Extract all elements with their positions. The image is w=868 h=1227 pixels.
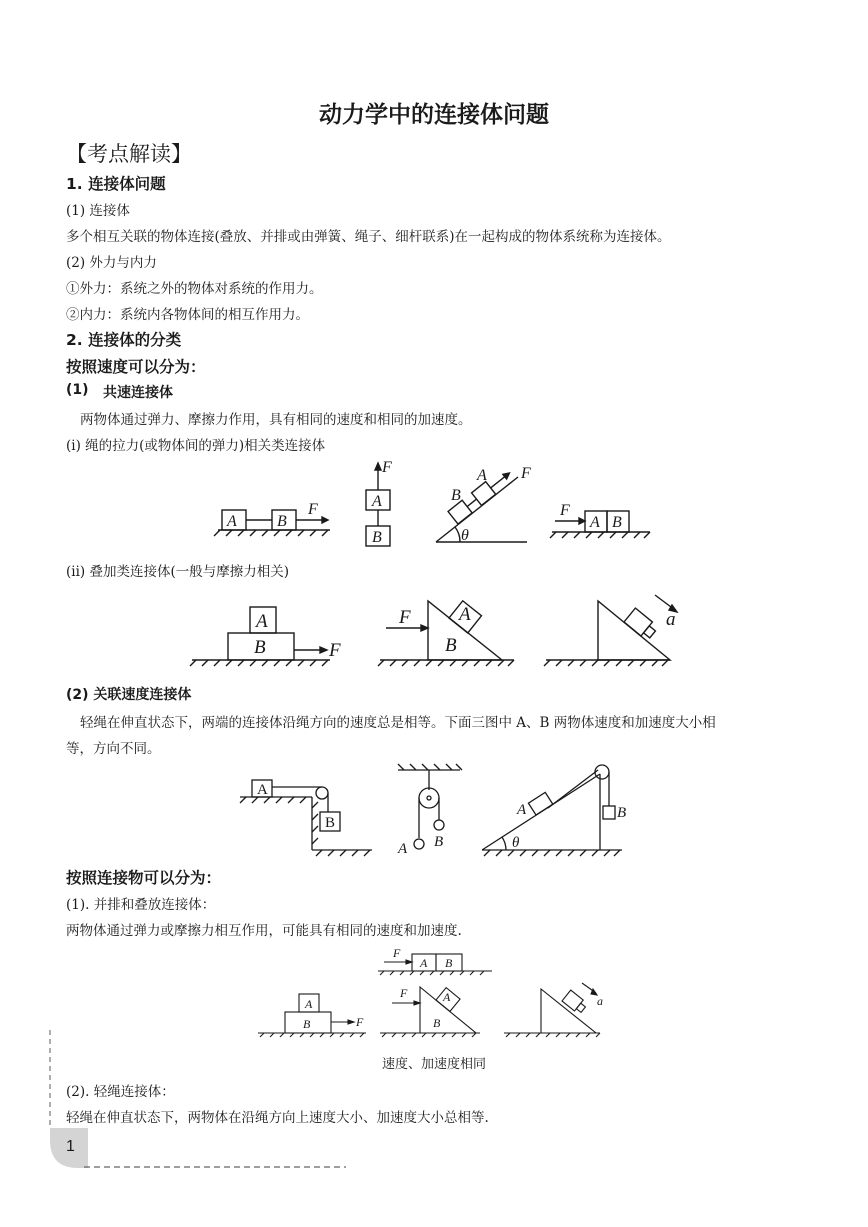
fig5-label-b: B (254, 637, 266, 658)
figure-row-linked-speed (0, 760, 868, 860)
external-force-text: ①外力：系统之外的物体对系统的作用力。 (66, 281, 323, 297)
heading-by-speed: 按照速度可以分为： (66, 358, 206, 376)
linked-speed-text-line1: 轻绳在伸直状态下，两端的连接体沿绳方向的速度总是相等。下面三图中 A、B 两物体速度和加速度大小相 (80, 715, 716, 731)
fig1-label-b: B (277, 513, 287, 530)
fig8-label-b: B (325, 815, 336, 831)
fig2-label-b: B (372, 529, 382, 546)
common-speed-text: 两物体通过弹力、摩擦力作用，具有相同的速度和相同的加速度。 (80, 412, 472, 428)
fig9-label-b: B (434, 834, 444, 850)
fig13-label-a: A (443, 990, 451, 1004)
fig3-label-a: A (477, 467, 487, 484)
fig4-label-b: B (612, 514, 622, 531)
fig8-label-a: A (257, 782, 268, 798)
fig14-label-a: a (597, 994, 603, 1008)
subheading-forces: (2) 外力与内力 (66, 255, 157, 271)
fig2-label-a: A (372, 493, 382, 510)
side-by-side-text: 两物体通过弹力或摩擦力相互作用，可能具有相同的速度和加速度. (66, 923, 462, 939)
linked-speed-title: (2) 关联速度连接体 (66, 687, 192, 703)
heading-classification: 2. 连接体的分类 (66, 331, 182, 349)
figure-caption: 速度、加速度相同 (381, 1057, 486, 1072)
fig10-label-a: A (517, 802, 527, 818)
fig11-label-f: F (393, 946, 401, 960)
page-corner-decoration (0, 1020, 868, 1227)
stacked-title: (ii) 叠加类连接体(一般与摩擦力相关) (66, 564, 289, 580)
fig4-label-a: A (590, 514, 600, 531)
fig1-label-a: A (227, 513, 237, 530)
fig10-label-theta: θ (512, 835, 520, 851)
definition-text: 多个相互关联的物体连接(叠放、并排或由弹簧、绳子、细杆联系)在一起构成的物体系统称为连接体。 (66, 229, 671, 245)
fig3-label-b: B (451, 487, 461, 504)
fig9-label-a: A (398, 841, 408, 857)
fig5-label-a: A (256, 611, 268, 632)
fig6-label-a: A (459, 604, 471, 625)
heading-connected-body-problem: 1. 连接体问题 (66, 175, 166, 193)
fig3-label-theta: θ (461, 527, 469, 544)
fig12-label-f: F (356, 1015, 364, 1029)
rope-tension-title: (i) 绳的拉力(或物体间的弹力)相关类连接体 (66, 438, 326, 454)
fig12-label-b: B (303, 1017, 311, 1031)
fig3-label-f: F (521, 465, 531, 482)
figure-row-stacked (0, 585, 868, 675)
light-rope-title: (2). 轻绳连接体： (66, 1084, 175, 1100)
linked-speed-text-line2: 等，方向不同。 (66, 741, 161, 757)
side-by-side-title: (1). 并排和叠放连接体： (66, 897, 216, 913)
common-speed-title: 共速连接体 (103, 385, 173, 401)
fig13-label-f: F (400, 986, 408, 1000)
fig2-label-f: F (382, 459, 392, 476)
fig10-label-b: B (617, 805, 627, 821)
section-heading: 【考点解读】 (66, 142, 192, 166)
fig4-label-f: F (560, 502, 570, 519)
fig11-label-a: A (420, 956, 428, 970)
light-rope-text: 轻绳在伸直状态下，两物体在沿绳方向上速度大小、加速度大小总相等. (66, 1110, 489, 1126)
fig6-label-b: B (445, 635, 457, 656)
fig1-label-f: F (308, 501, 318, 518)
common-speed-label: (1) (66, 382, 89, 398)
fig13-label-b: B (433, 1016, 441, 1030)
fig7-label-a: a (666, 609, 676, 630)
page-number: 1 (66, 1138, 75, 1155)
heading-by-connector: 按照连接物可以分为： (66, 869, 222, 887)
fig6-label-f: F (399, 607, 411, 628)
fig11-label-b: B (445, 956, 453, 970)
subheading-connected-body: (1) 连接体 (66, 203, 130, 219)
internal-force-text: ②内力：系统内各物体间的相互作用力。 (66, 307, 309, 323)
page-title: 动力学中的连接体问题 (319, 102, 549, 128)
figure-row-rope-tension (0, 450, 868, 555)
fig5-label-f: F (329, 640, 341, 661)
fig12-label-a: A (305, 997, 313, 1011)
